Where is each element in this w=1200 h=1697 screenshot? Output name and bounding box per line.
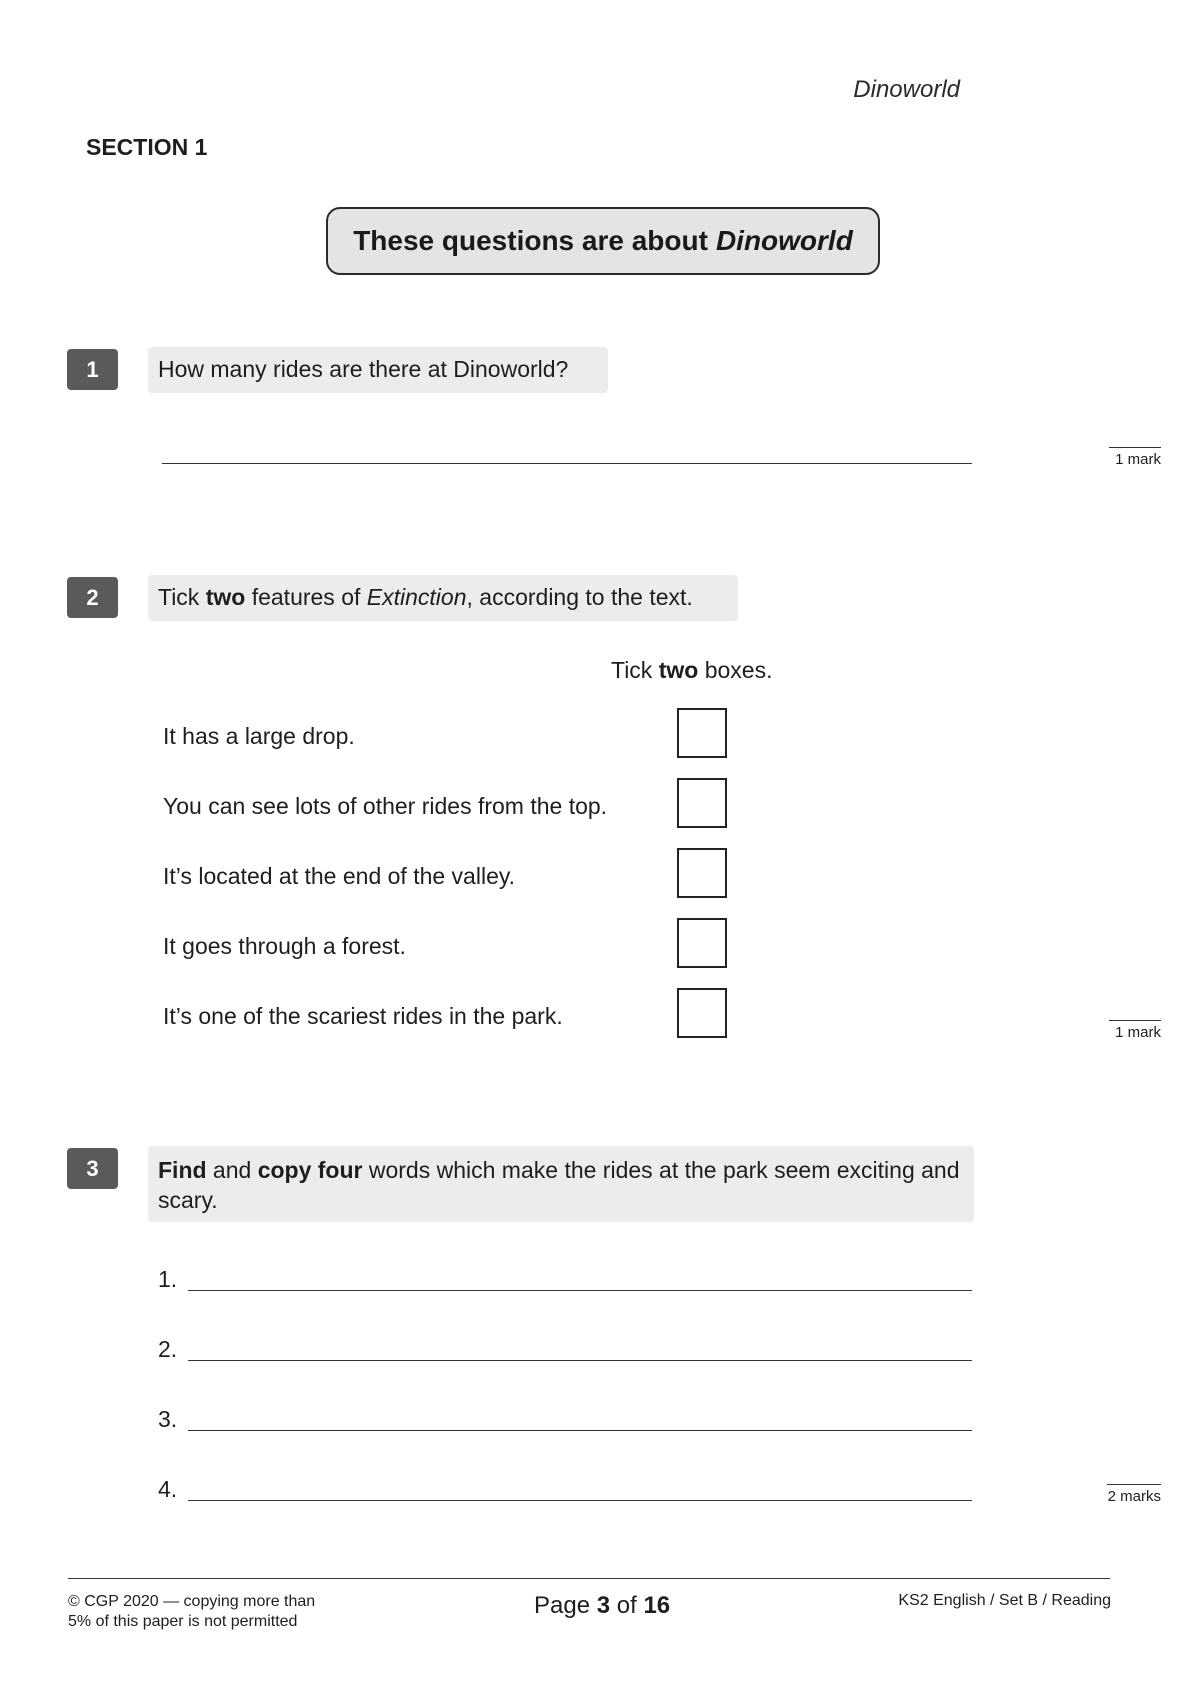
tick-instruction (611, 657, 772, 684)
option-checkbox-3[interactable] (677, 848, 727, 898)
option-checkbox-4[interactable] (677, 918, 727, 968)
q1-answer-line[interactable] (162, 463, 972, 464)
q3-marks: 2 marks (1107, 1484, 1161, 1505)
page-header-title: Dinoworld (853, 76, 960, 103)
question-3-number: 3 (67, 1148, 118, 1189)
page-current: 3 (596, 1592, 611, 1619)
banner-title: Dinoworld (715, 225, 853, 256)
page-indicator (534, 1592, 670, 1620)
q1-marks: 1 mark (1109, 447, 1161, 468)
copyright-line-1: © CGP 2020 — copying more than (68, 1593, 316, 1610)
option-text-5: It’s one of the scariest rides in the park. (163, 1003, 563, 1029)
footer-divider (68, 1578, 1110, 1579)
q2-text-e: , according to the text. (466, 584, 693, 610)
q3-answer-line-3[interactable] (188, 1430, 972, 1431)
answer-label-1: 1. (158, 1266, 178, 1292)
answer-label-3: 3. (158, 1406, 178, 1432)
q3-text-c: copy four (257, 1157, 363, 1183)
q2-marks: 1 mark (1109, 1020, 1161, 1041)
q3-text-a: Find (158, 1157, 207, 1183)
q3-text-d: words which make the rides at the park seem exciting and scary. (158, 1157, 960, 1213)
answer-label-2: 2. (158, 1336, 178, 1362)
banner-text: These questions are about (353, 225, 708, 256)
tick-instruction-a: Tick (611, 657, 659, 683)
q3-answer-line-1[interactable] (188, 1290, 972, 1291)
q2-text-b: two (205, 584, 246, 610)
q2-text-a: Tick (158, 584, 206, 610)
q3-answer-line-2[interactable] (188, 1360, 972, 1361)
section-banner (326, 207, 880, 275)
option-checkbox-1[interactable] (677, 708, 727, 758)
copyright-notice (68, 1592, 315, 1632)
question-2-prompt (148, 575, 738, 621)
copyright-line-2: 5% of this paper is not permitted (68, 1613, 298, 1630)
page-total: 16 (643, 1592, 671, 1619)
option-text-3: It’s located at the end of the valley. (163, 863, 516, 889)
answer-label-4: 4. (158, 1476, 178, 1502)
question-1-prompt: How many rides are there at Dinoworld? (148, 347, 608, 393)
section-label: SECTION 1 (86, 134, 208, 160)
option-text-2: You can see lots of other rides from the top. (163, 793, 608, 819)
q2-text-d: Extinction (366, 584, 467, 610)
option-checkbox-5[interactable] (677, 988, 727, 1038)
question-3-prompt (148, 1146, 974, 1222)
q3-text-b: and (206, 1157, 258, 1183)
question-1-number: 1 (67, 349, 118, 390)
page-mid: of (610, 1592, 644, 1619)
paper-series: KS2 English / Set B / Reading (898, 1592, 1111, 1609)
q3-answer-line-4[interactable] (188, 1500, 972, 1501)
page-prefix: Page (534, 1592, 597, 1619)
question-2-number: 2 (67, 577, 118, 618)
q2-text-c: features of (245, 584, 367, 610)
tick-instruction-c: boxes. (698, 657, 773, 683)
option-text-1: It has a large drop. (163, 723, 355, 749)
option-checkbox-2[interactable] (677, 778, 727, 828)
tick-instruction-b: two (658, 657, 699, 683)
option-text-4: It goes through a forest. (163, 933, 406, 959)
